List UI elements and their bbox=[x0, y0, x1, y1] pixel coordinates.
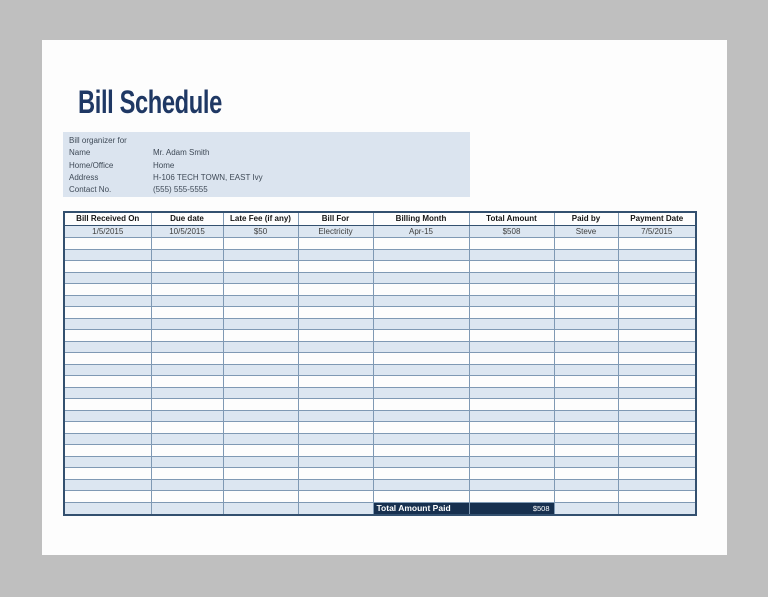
empty-row bbox=[64, 295, 696, 307]
column-header: Payment Date bbox=[618, 212, 696, 226]
column-header: Billing Month bbox=[373, 212, 469, 226]
cell bbox=[373, 249, 469, 261]
cell bbox=[554, 249, 618, 261]
cell bbox=[554, 238, 618, 250]
cell bbox=[64, 399, 151, 411]
cell bbox=[554, 307, 618, 319]
cell bbox=[618, 387, 696, 399]
empty-row bbox=[64, 272, 696, 284]
cell bbox=[298, 307, 373, 319]
cell bbox=[469, 364, 554, 376]
cell bbox=[554, 376, 618, 388]
name-value: Mr. Adam Smith bbox=[153, 148, 210, 158]
cell bbox=[298, 353, 373, 365]
cell bbox=[223, 422, 298, 434]
cell bbox=[298, 433, 373, 445]
cell bbox=[151, 353, 223, 365]
cell bbox=[298, 468, 373, 480]
cell bbox=[64, 468, 151, 480]
cell bbox=[64, 353, 151, 365]
cell bbox=[469, 284, 554, 296]
info-row-contact bbox=[69, 184, 470, 196]
column-header: Total Amount bbox=[469, 212, 554, 226]
cell bbox=[618, 353, 696, 365]
empty-row bbox=[64, 387, 696, 399]
cell bbox=[554, 341, 618, 353]
cell bbox=[554, 479, 618, 491]
cell bbox=[618, 318, 696, 330]
cell bbox=[151, 272, 223, 284]
home-office-label: Home/Office bbox=[69, 160, 114, 170]
cell bbox=[298, 387, 373, 399]
cell bbox=[298, 238, 373, 250]
cell bbox=[618, 330, 696, 342]
cell bbox=[223, 456, 298, 468]
cell bbox=[298, 410, 373, 422]
cell bbox=[554, 433, 618, 445]
empty-row bbox=[64, 261, 696, 273]
cell bbox=[151, 479, 223, 491]
cell bbox=[373, 456, 469, 468]
cell bbox=[151, 261, 223, 273]
cell bbox=[64, 261, 151, 273]
bill-entry-cell: $50 bbox=[223, 226, 298, 238]
cell bbox=[151, 433, 223, 445]
cell bbox=[554, 456, 618, 468]
name-label: Name bbox=[69, 148, 91, 158]
cell bbox=[223, 387, 298, 399]
cell bbox=[469, 433, 554, 445]
cell bbox=[554, 261, 618, 273]
cell bbox=[151, 456, 223, 468]
cell bbox=[223, 353, 298, 365]
cell bbox=[554, 295, 618, 307]
cell bbox=[554, 318, 618, 330]
cell bbox=[373, 422, 469, 434]
cell bbox=[554, 284, 618, 296]
cell bbox=[64, 433, 151, 445]
cell bbox=[554, 410, 618, 422]
cell bbox=[618, 399, 696, 411]
cell bbox=[618, 422, 696, 434]
cell bbox=[64, 295, 151, 307]
cell bbox=[64, 330, 151, 342]
total-amount-paid-value: $508 bbox=[469, 502, 554, 515]
cell bbox=[64, 491, 151, 503]
cell bbox=[151, 318, 223, 330]
cell bbox=[618, 238, 696, 250]
cell bbox=[151, 410, 223, 422]
cell bbox=[223, 445, 298, 457]
total-row bbox=[64, 502, 696, 515]
bill-entry-cell: 1/5/2015 bbox=[64, 226, 151, 238]
cell bbox=[64, 341, 151, 353]
cell bbox=[373, 445, 469, 457]
total-amount-paid-label: Total Amount Paid bbox=[373, 502, 469, 515]
cell bbox=[64, 307, 151, 319]
cell bbox=[64, 445, 151, 457]
cell bbox=[554, 468, 618, 480]
column-header: Due date bbox=[151, 212, 223, 226]
cell bbox=[554, 387, 618, 399]
address-value: H-106 TECH TOWN, EAST Ivy bbox=[153, 172, 263, 182]
cell bbox=[373, 307, 469, 319]
cell bbox=[469, 249, 554, 261]
cell bbox=[373, 238, 469, 250]
bill-entry-cell: Steve bbox=[554, 226, 618, 238]
bill-entry-cell: Apr-15 bbox=[373, 226, 469, 238]
empty-row bbox=[64, 249, 696, 261]
empty-row bbox=[64, 353, 696, 365]
column-header: Paid by bbox=[554, 212, 618, 226]
cell bbox=[618, 295, 696, 307]
cell bbox=[469, 272, 554, 284]
cell bbox=[223, 272, 298, 284]
cell bbox=[373, 491, 469, 503]
bill-organizer-panel bbox=[63, 132, 470, 197]
column-header: Late Fee (if any) bbox=[223, 212, 298, 226]
cell bbox=[223, 295, 298, 307]
cell bbox=[373, 295, 469, 307]
panel-heading: Bill organizer for bbox=[69, 136, 127, 145]
cell bbox=[373, 410, 469, 422]
empty-row bbox=[64, 364, 696, 376]
empty-row bbox=[64, 422, 696, 434]
cell bbox=[373, 261, 469, 273]
cell bbox=[223, 261, 298, 273]
cell bbox=[298, 261, 373, 273]
cell bbox=[223, 479, 298, 491]
cell bbox=[298, 502, 373, 515]
cell bbox=[469, 376, 554, 388]
cell bbox=[298, 318, 373, 330]
empty-row bbox=[64, 330, 696, 342]
empty-row bbox=[64, 479, 696, 491]
table-header bbox=[64, 212, 696, 226]
cell bbox=[151, 491, 223, 503]
cell bbox=[64, 456, 151, 468]
cell bbox=[618, 445, 696, 457]
cell bbox=[618, 261, 696, 273]
empty-row bbox=[64, 445, 696, 457]
cell bbox=[298, 284, 373, 296]
column-header: Bill Received On bbox=[64, 212, 151, 226]
cell bbox=[298, 364, 373, 376]
cell bbox=[223, 330, 298, 342]
empty-row bbox=[64, 468, 696, 480]
cell bbox=[64, 376, 151, 388]
cell bbox=[151, 422, 223, 434]
panel-heading-row bbox=[69, 135, 470, 147]
cell bbox=[554, 445, 618, 457]
cell bbox=[64, 272, 151, 284]
cell bbox=[469, 295, 554, 307]
cell bbox=[298, 330, 373, 342]
cell bbox=[151, 399, 223, 411]
empty-row bbox=[64, 307, 696, 319]
cell bbox=[64, 249, 151, 261]
info-row-address bbox=[69, 172, 470, 184]
cell bbox=[64, 364, 151, 376]
header-row bbox=[64, 212, 696, 226]
cell bbox=[469, 445, 554, 457]
cell bbox=[373, 341, 469, 353]
contact-label: Contact No. bbox=[69, 185, 112, 195]
cell bbox=[223, 491, 298, 503]
cell bbox=[298, 341, 373, 353]
cell bbox=[223, 284, 298, 296]
cell bbox=[151, 502, 223, 515]
empty-row bbox=[64, 433, 696, 445]
cell bbox=[298, 295, 373, 307]
cell bbox=[298, 456, 373, 468]
cell bbox=[554, 399, 618, 411]
cell bbox=[469, 261, 554, 273]
cell bbox=[298, 272, 373, 284]
cell bbox=[469, 399, 554, 411]
cell bbox=[469, 353, 554, 365]
info-row-home-office bbox=[69, 160, 470, 172]
bill-entry-cell: 7/5/2015 bbox=[618, 226, 696, 238]
cell bbox=[64, 387, 151, 399]
cell bbox=[469, 422, 554, 434]
cell bbox=[469, 330, 554, 342]
cell bbox=[373, 318, 469, 330]
empty-row bbox=[64, 456, 696, 468]
cell bbox=[618, 249, 696, 261]
cell bbox=[223, 410, 298, 422]
empty-row bbox=[64, 491, 696, 503]
cell bbox=[554, 422, 618, 434]
cell bbox=[554, 491, 618, 503]
cell bbox=[373, 330, 469, 342]
cell bbox=[151, 468, 223, 480]
cell bbox=[223, 468, 298, 480]
cell bbox=[151, 387, 223, 399]
cell bbox=[618, 502, 696, 515]
bill-entry-row bbox=[64, 226, 696, 238]
cell bbox=[64, 422, 151, 434]
cell bbox=[469, 491, 554, 503]
bill-schedule-table bbox=[63, 211, 697, 516]
cell bbox=[223, 376, 298, 388]
cell bbox=[298, 491, 373, 503]
empty-row bbox=[64, 284, 696, 296]
cell bbox=[223, 341, 298, 353]
cell bbox=[151, 330, 223, 342]
cell bbox=[373, 399, 469, 411]
cell bbox=[64, 318, 151, 330]
empty-row bbox=[64, 318, 696, 330]
cell bbox=[469, 341, 554, 353]
cell bbox=[151, 364, 223, 376]
cell bbox=[554, 353, 618, 365]
cell bbox=[554, 502, 618, 515]
cell bbox=[618, 468, 696, 480]
contact-value: (555) 555-5555 bbox=[153, 185, 208, 195]
cell bbox=[554, 364, 618, 376]
cell bbox=[469, 456, 554, 468]
cell bbox=[618, 456, 696, 468]
cell bbox=[223, 433, 298, 445]
cell bbox=[469, 468, 554, 480]
cell bbox=[151, 295, 223, 307]
cell bbox=[618, 307, 696, 319]
empty-row bbox=[64, 399, 696, 411]
cell bbox=[223, 364, 298, 376]
cell bbox=[151, 249, 223, 261]
cell bbox=[618, 433, 696, 445]
cell bbox=[618, 272, 696, 284]
info-row-name bbox=[69, 147, 470, 159]
cell bbox=[151, 284, 223, 296]
cell bbox=[469, 307, 554, 319]
cell bbox=[373, 272, 469, 284]
cell bbox=[373, 387, 469, 399]
cell bbox=[64, 238, 151, 250]
cell bbox=[151, 445, 223, 457]
cell bbox=[554, 330, 618, 342]
cell bbox=[373, 364, 469, 376]
cell bbox=[223, 502, 298, 515]
empty-row bbox=[64, 410, 696, 422]
cell bbox=[151, 238, 223, 250]
cell bbox=[373, 468, 469, 480]
cell bbox=[618, 410, 696, 422]
cell bbox=[618, 491, 696, 503]
cell bbox=[618, 341, 696, 353]
cell bbox=[298, 399, 373, 411]
cell bbox=[151, 341, 223, 353]
cell bbox=[469, 479, 554, 491]
cell bbox=[469, 238, 554, 250]
empty-row bbox=[64, 238, 696, 250]
cell bbox=[223, 307, 298, 319]
cell bbox=[469, 387, 554, 399]
empty-row bbox=[64, 341, 696, 353]
cell bbox=[298, 479, 373, 491]
cell bbox=[554, 272, 618, 284]
cell bbox=[223, 249, 298, 261]
cell bbox=[373, 284, 469, 296]
cell bbox=[298, 376, 373, 388]
address-label: Address bbox=[69, 172, 99, 182]
cell bbox=[223, 238, 298, 250]
cell bbox=[64, 502, 151, 515]
cell bbox=[151, 307, 223, 319]
cell bbox=[64, 410, 151, 422]
cell bbox=[618, 284, 696, 296]
cell bbox=[618, 364, 696, 376]
bill-entry-cell: Electricity bbox=[298, 226, 373, 238]
cell bbox=[223, 318, 298, 330]
cell bbox=[373, 353, 469, 365]
cell bbox=[373, 479, 469, 491]
cell bbox=[469, 410, 554, 422]
document-page bbox=[42, 40, 727, 555]
bill-entry-cell: $508 bbox=[469, 226, 554, 238]
empty-row bbox=[64, 376, 696, 388]
cell bbox=[298, 249, 373, 261]
cell bbox=[298, 445, 373, 457]
home-office-value: Home bbox=[153, 160, 175, 170]
cell bbox=[298, 422, 373, 434]
cell bbox=[223, 399, 298, 411]
cell bbox=[64, 284, 151, 296]
bill-entry-cell: 10/5/2015 bbox=[151, 226, 223, 238]
cell bbox=[618, 479, 696, 491]
document-title: Bill Schedule bbox=[78, 84, 222, 120]
cell bbox=[469, 318, 554, 330]
column-header: Bill For bbox=[298, 212, 373, 226]
cell bbox=[151, 376, 223, 388]
cell bbox=[373, 376, 469, 388]
cell bbox=[618, 376, 696, 388]
cell bbox=[373, 433, 469, 445]
cell bbox=[64, 479, 151, 491]
